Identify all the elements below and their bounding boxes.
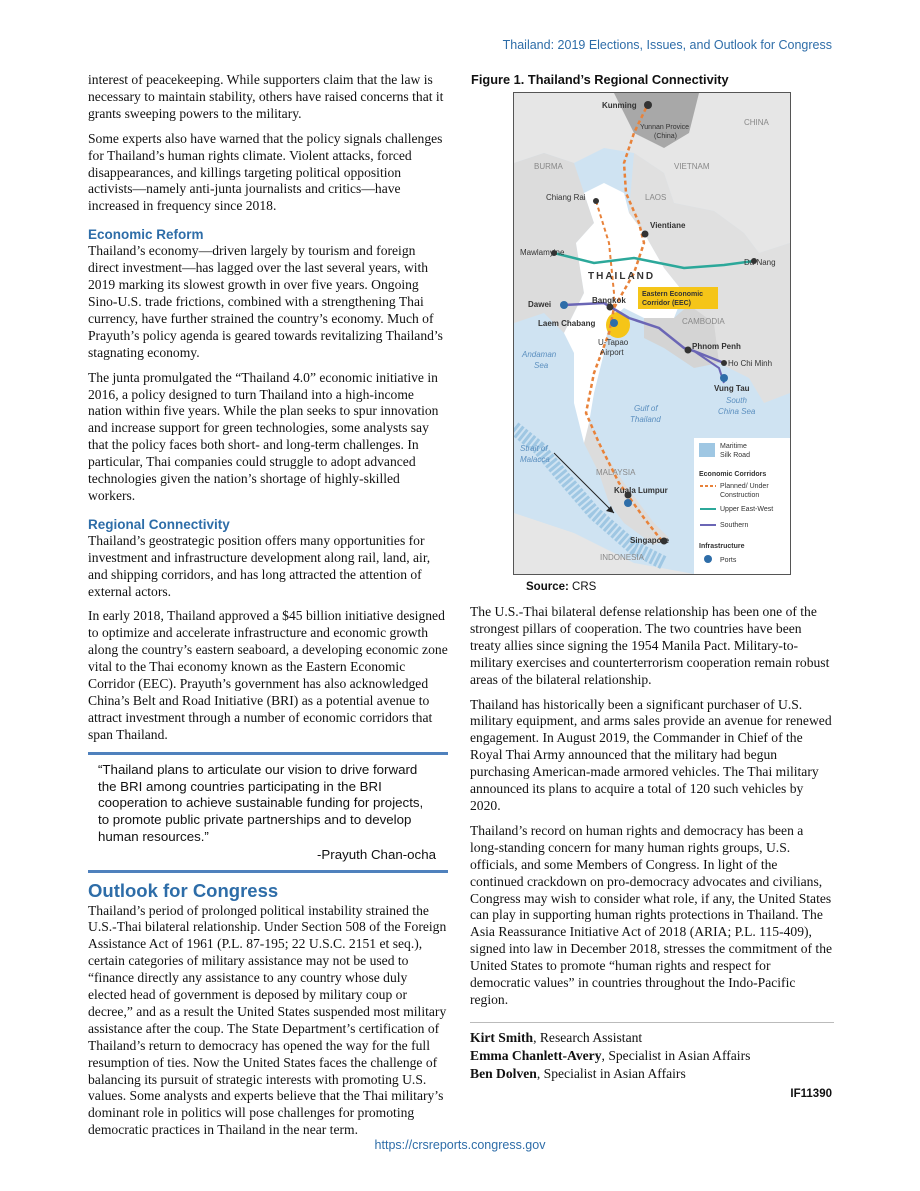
paragraph: Thailand’s record on human rights and democracy has been a long-standing concern for many human rights groups, U.S. officials, and some Members of Congress. In light of the continued crackdown on pro-democracy advocates and civilians, Congress may wish to consider what role, if any, the United States can play in supporting human rights protections in Thailand. The Asia Reassurance Initiative Act of 2018 (ARIA; P.L. 115-409), signed into law in December 2018, stresses the commitment of the United States to promote “human rights and respect for democratic values” in countries throughout the Indo-Pacific region.: [470, 822, 833, 1007]
label-yunnan-2: (China): [654, 133, 677, 140]
paragraph: Thailand’s geostrategic position offers many opportunities for investment and infrastructure development along rail, land, air, and shipping corridors, and has long attracted the attention of external actors.: [88, 532, 431, 599]
label-andaman-2: Sea: [534, 361, 549, 370]
section-heading-outlook: Outlook for Congress: [88, 879, 279, 901]
paragraph: The junta promulgated the “Thailand 4.0” economic initiative in 2016, a policy designed to turn Thailand into a high-income nation within five years. While the plan seeks to spur innovation and increase support for green technologies, some analysts say that the policy faces both short- and long-term challenges. In particular, Thai companies could struggle to adopt advanced technologies given the nation’s shortage of highly-skilled workers.: [88, 369, 439, 503]
author-line: [470, 1047, 834, 1065]
paragraph: The U.S.-Thai bilateral defense relationship has been one of the strongest pillars of cooperation. The two countries have been treaty allies since signing the 1954 Manila Pact. Military-to-military exercises and counterterrorism cooperation remain robust areas of the bilateral relationship.: [470, 604, 830, 687]
right-column: [470, 604, 834, 1083]
label-eec-2: Corridor (EEC): [642, 300, 691, 307]
label-dawei: Dawei: [528, 300, 552, 309]
label-strait-2: Malacca: [520, 455, 550, 464]
map-legend: [694, 438, 790, 574]
footer-url[interactable]: https://crsreports.congress.gov: [374, 1138, 546, 1152]
label-yunnan: Yunnan Provice: [640, 124, 690, 131]
author-line: [470, 1065, 834, 1083]
author-role: , Specialist in Asian Affairs: [601, 1047, 751, 1063]
label-eec: Eastern Economic: [642, 291, 704, 298]
legend-maritime: Maritime: [720, 443, 747, 450]
author-name: Ben Dolven: [470, 1065, 537, 1081]
label-gulf-2: Thailand: [630, 415, 661, 424]
paragraph: In early 2018, Thailand approved a $45 billion initiative designed to optimize and accelerate infrastructure and economic growth along the country’s eastern seaboard, a developing economic zone vital to the Thai economy known as the Eastern Economic Corridor (EEC). Prayuth’s government has also acknowledged China’s Belt and Road Initiative (BRI) as a potential avenue to attract investment through a number of economic corridors that span Thailand.: [88, 608, 448, 742]
paragraph: Thailand’s period of prolonged political instability strained the U.S.-Thai bilateral relationship. Under Section 508 of the Foreign Assistance Act of 1961 (P.L. 87-195; 22 U.S.C. 2151 et seq.), certain categories of military assistance may not be used to “finance directly any assistance to any country whose duly elected head of government is deposed by military coup or decree,” and as a result the United States suspended most military assistance after the coup. The State Department’s certification of Thailand’s return to democracy has opened the way for the full resumption of ties. Now the United States faces the challenge of balancing its pursuit of strategic interests with promoting U.S. values. Some analysts and experts believe that the Thai military’s dominant role in politics will pose challenges for promoting democratic practices in Thailand in the near term.: [88, 902, 447, 1138]
legend-corridors-heading: Economic Corridors: [699, 471, 767, 478]
document-id: IF11390: [790, 1088, 832, 1100]
label-south-china-2: China Sea: [718, 407, 756, 416]
label-laem-chabang: Laem Chabang: [538, 319, 596, 328]
author-role: , Research Assistant: [533, 1029, 643, 1045]
label-bangkok: Bangkok: [592, 296, 626, 305]
label-vung-tau: Vung Tau: [714, 384, 750, 393]
label-burma: BURMA: [534, 162, 563, 171]
legend-infra-heading: Infrastructure: [699, 543, 745, 550]
label-chiang-rai: Chiang Rai: [546, 193, 586, 202]
legend-planned-2: Construction: [720, 492, 760, 499]
legend-upper: Upper East-West: [720, 506, 774, 513]
label-utapao: U-Tapao: [598, 338, 629, 347]
running-header: Thailand: 2019 Elections, Issues, and Outlook for Congress: [502, 38, 832, 52]
label-vientiane: Vientiane: [650, 221, 686, 230]
quote-text: “Thailand plans to articulate our vision to drive forward the BRI among countries participating in the BRI cooperation to achieve sustainable funding for projects, to promote public private partnerships and to develop human resources.”: [98, 761, 424, 844]
left-column: [88, 72, 448, 1147]
quote-attribution: -Prayuth Chan-ocha: [317, 846, 436, 862]
label-kuala-lumpur: Kuala Lumpur: [614, 486, 668, 495]
paragraph: Thailand’s economy—driven largely by tourism and foreign direct investment—has lagged over the last several years, with 2019 marking its slowest growth in over five years. Ongoing Sino-U.S. trade frictions, combined with a strengthening Thai currency, have further strained the country’s economy. Much of Prayuth’s policy agenda is geared towards revitalizing Thailand’s stagnating economy.: [88, 243, 443, 360]
label-strait: Strait of: [520, 444, 548, 453]
label-malaysia: MALAYSIA: [596, 468, 636, 477]
label-cambodia: CAMBODIA: [682, 317, 725, 326]
label-da-nang: Da Nang: [744, 258, 776, 267]
paragraph: interest of peacekeeping. While supporters claim that the law is necessary to maintain stability, others have raised concerns that it grants sweeping powers to the military.: [88, 72, 444, 121]
paragraph: Some experts also have warned that the policy signals challenges for Thailand’s human rights climate. Violent attacks, forced disappearances, and killings targeting political opposition activists—namely anti-junta journalists and critics—have increased in frequency since 2018.: [88, 130, 443, 214]
legend-southern: Southern: [720, 522, 749, 529]
label-kunming: Kunming: [602, 101, 637, 110]
label-ho-chi-minh: Ho Chi Minh: [728, 359, 773, 368]
figure-source: [526, 581, 596, 593]
authors-block: [470, 1029, 834, 1083]
regional-map: [513, 92, 791, 575]
label-mawlamyine: Mawlamyine: [520, 248, 565, 257]
pull-quote: [88, 752, 448, 873]
section-heading-economic-reform: Economic Reform: [88, 227, 204, 243]
label-utapao-2: Airport: [600, 348, 624, 357]
label-laos: LAOS: [645, 193, 667, 202]
author-name: Kirt Smith: [470, 1029, 534, 1045]
label-china: CHINA: [744, 118, 769, 127]
author-line: [470, 1029, 834, 1047]
label-south-china: South: [726, 396, 747, 405]
label-singapore: Singapore: [630, 536, 670, 545]
author-role: , Specialist in Asian Affairs: [536, 1065, 686, 1081]
legend-planned: Planned/ Under: [720, 483, 769, 490]
label-thailand: THAILAND: [588, 271, 656, 282]
label-gulf: Gulf of: [634, 404, 658, 413]
figure-title: Figure 1. Thailand’s Regional Connectivity: [471, 72, 729, 87]
paragraph: Thailand has historically been a significant purchaser of U.S. military equipment, and arms sales provide an avenue for renewed engagement. In August 2019, the Commander in Chief of the Royal Thai Army announced that the military had begun purchasing American-made armored vehicles. The Thai military announced its plans to acquire a total of 120 such vehicles by 2020.: [470, 696, 832, 813]
legend-maritime-2: Silk Road: [720, 452, 750, 459]
label-indonesia: INDONESIA: [600, 553, 645, 562]
legend-ports: Ports: [720, 557, 737, 564]
label-andaman: Andaman: [522, 350, 557, 359]
author-name: Emma Chanlett-Avery: [470, 1047, 602, 1063]
label-phnom-penh: Phnom Penh: [692, 342, 741, 351]
section-heading-regional-connectivity: Regional Connectivity: [88, 516, 230, 532]
source-label: Source:: [526, 581, 569, 593]
source-value: CRS: [572, 581, 597, 593]
authors-divider: [470, 1022, 834, 1023]
label-vietnam: VIETNAM: [674, 162, 710, 171]
